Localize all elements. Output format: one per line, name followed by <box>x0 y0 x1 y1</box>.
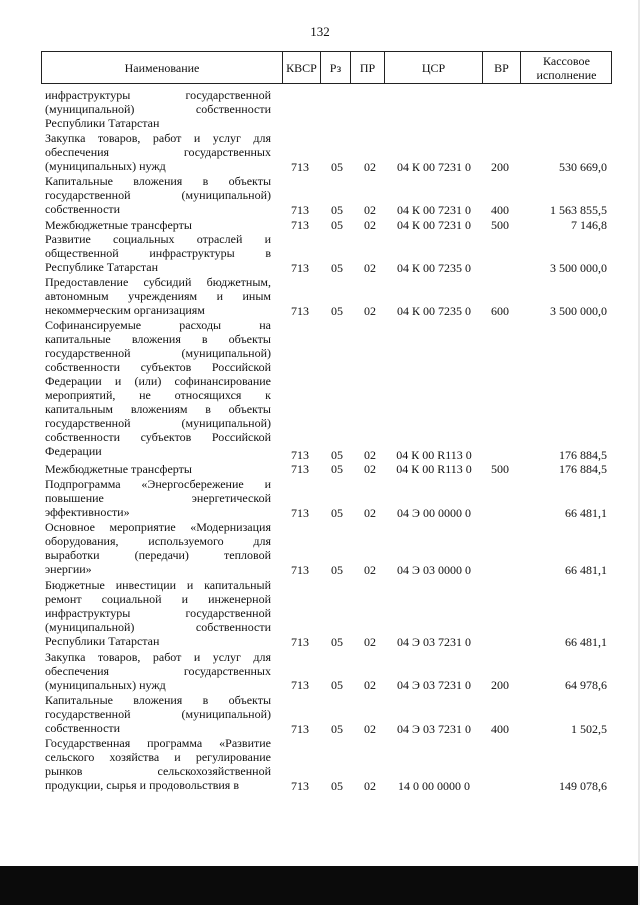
row-name <box>45 520 271 576</box>
table-row <box>0 477 640 520</box>
header-kvsr: КВСР <box>282 52 320 83</box>
header-rz: Рз <box>320 52 350 83</box>
row-name-line: эффективности» <box>45 504 130 519</box>
row-amount: 66 481,1 <box>565 635 607 650</box>
row-name <box>45 318 271 458</box>
row-name-line: Межбюджетные трансферты <box>45 217 192 232</box>
row-vr: 400 <box>491 721 509 736</box>
row-name-line: Предоставление субсидий бюджетным, <box>45 275 271 290</box>
row-name-line: мероприятий, не относящихся к <box>45 388 271 403</box>
row-name <box>45 736 271 792</box>
row-rz: 05 <box>331 779 343 794</box>
row-amount: 66 481,1 <box>565 563 607 578</box>
row-pr: 02 <box>364 217 376 232</box>
row-name-line: повышение энергетической <box>45 490 271 505</box>
page-number: 132 <box>310 24 330 39</box>
row-amount: 176 884,5 <box>559 447 607 462</box>
row-name <box>45 174 271 216</box>
row-csr: 04 К 00 7231 0 <box>396 217 471 232</box>
header-pr: ПР <box>350 52 384 83</box>
header-amount-line2: исполнение <box>536 67 597 82</box>
table-row <box>0 693 640 736</box>
row-rz: 05 <box>331 159 343 174</box>
row-name-line: капитальные вложения в объекты <box>45 332 271 347</box>
row-name-line: оборудования, используемого для <box>45 534 271 548</box>
row-vr: 200 <box>491 678 509 693</box>
row-amount: 64 978,6 <box>565 678 607 693</box>
row-pr: 02 <box>364 447 376 462</box>
row-name-line: инфраструктуры государственной <box>45 605 271 620</box>
row-name-line: общественной инфраструктуры в <box>45 246 271 260</box>
row-name-line: Республики Татарстан <box>45 633 160 648</box>
row-name-line: государственной (муниципальной) <box>45 346 271 361</box>
row-name-line: (муниципальных) нужд <box>45 677 166 692</box>
row-kvsr: 713 <box>291 447 309 462</box>
row-csr: 04 К 00 7235 0 <box>396 260 471 275</box>
row-name-line: государственной (муниципальной) <box>45 188 271 203</box>
row-name-line: выработки (передачи) тепловой <box>45 548 271 562</box>
table-row <box>0 275 640 318</box>
row-kvsr: 713 <box>291 303 309 318</box>
header-vr: ВР <box>482 52 520 83</box>
row-name-line: государственной (муниципальной) <box>45 416 271 431</box>
row-csr: 04 К 00 R113 0 <box>396 462 472 477</box>
row-amount: 176 884,5 <box>559 462 607 477</box>
row-csr: 04 Э 03 7231 0 <box>397 721 471 736</box>
row-name-line: государственной (муниципальной) <box>45 706 271 721</box>
table-row <box>0 88 640 131</box>
row-name <box>45 462 271 476</box>
row-pr: 02 <box>364 635 376 650</box>
row-rz: 05 <box>331 505 343 520</box>
table-row <box>0 520 640 578</box>
header-amount <box>520 52 612 83</box>
row-name-line: сельского хозяйства и регулирование <box>45 750 271 764</box>
table-header <box>41 51 612 84</box>
row-pr: 02 <box>364 462 376 477</box>
row-csr: 04 К 00 7231 0 <box>396 203 471 218</box>
row-kvsr: 713 <box>291 217 309 232</box>
row-name-line: обеспечения государственных <box>45 663 271 678</box>
table-row <box>0 736 640 794</box>
row-name-line: обеспечения государственных <box>45 145 271 160</box>
row-name <box>45 477 271 519</box>
table-row <box>0 318 640 462</box>
row-amount: 3 500 000,0 <box>550 260 607 275</box>
row-name-line: энергии» <box>45 562 92 576</box>
row-rz: 05 <box>331 303 343 318</box>
row-kvsr: 713 <box>291 260 309 275</box>
row-pr: 02 <box>364 505 376 520</box>
table-row <box>0 131 640 174</box>
row-kvsr: 713 <box>291 462 309 477</box>
row-name-line: Федерации <box>45 444 102 459</box>
row-vr: 600 <box>491 303 509 318</box>
row-amount: 1 563 855,5 <box>550 203 607 218</box>
row-kvsr: 713 <box>291 635 309 650</box>
row-name <box>45 131 271 173</box>
row-name-line: рынков сельскохозяйственной <box>45 764 271 778</box>
row-rz: 05 <box>331 447 343 462</box>
row-csr: 04 К 00 R113 0 <box>396 447 472 462</box>
header-name: Наименование <box>124 60 200 75</box>
header-amount-line1: Кассовое <box>543 53 590 68</box>
row-name-line: собственности <box>45 720 121 735</box>
row-name-line: инфраструктуры государственной <box>45 88 271 102</box>
table-row <box>0 578 640 650</box>
row-name-line: Республике Татарстан <box>45 260 159 274</box>
scan-bottom-edge <box>0 866 640 905</box>
row-csr: 04 К 00 7235 0 <box>396 303 471 318</box>
row-name-line: собственности субъектов Российской <box>45 430 271 445</box>
row-pr: 02 <box>364 721 376 736</box>
row-name-line: ремонт социальной и инженерной <box>45 591 271 606</box>
row-rz: 05 <box>331 462 343 477</box>
row-pr: 02 <box>364 303 376 318</box>
row-csr: 04 Э 03 7231 0 <box>397 635 471 650</box>
row-amount: 3 500 000,0 <box>550 303 607 318</box>
row-kvsr: 713 <box>291 779 309 794</box>
row-name-line: Основное мероприятие «Модернизация <box>45 520 271 534</box>
row-csr: 14 0 00 0000 0 <box>398 779 470 794</box>
row-name-line: (муниципальных) нужд <box>45 159 166 174</box>
row-name <box>45 232 271 274</box>
row-csr: 04 Э 00 0000 0 <box>397 505 471 520</box>
row-name-line: Республики Татарстан <box>45 116 160 130</box>
row-kvsr: 713 <box>291 721 309 736</box>
row-vr: 400 <box>491 203 509 218</box>
row-kvsr: 713 <box>291 203 309 218</box>
table-row <box>0 650 640 693</box>
row-pr: 02 <box>364 678 376 693</box>
row-vr: 500 <box>491 217 509 232</box>
row-amount: 149 078,6 <box>559 779 607 794</box>
row-name <box>45 88 271 130</box>
row-name <box>45 693 271 735</box>
row-name-line: Бюджетные инвестиции и капитальный <box>45 577 271 592</box>
row-name-line: некоммерческим организациям <box>45 303 205 318</box>
table-row <box>0 218 640 232</box>
row-rz: 05 <box>331 260 343 275</box>
row-name-line: Подпрограмма «Энергосбережение и <box>45 476 271 491</box>
row-name-line: собственности <box>45 202 121 217</box>
row-kvsr: 713 <box>291 563 309 578</box>
row-name-line: капитальным вложениям в объекты <box>45 402 271 417</box>
row-name-line: Закупка товаров, работ и услуг для <box>45 131 271 146</box>
row-rz: 05 <box>331 563 343 578</box>
row-kvsr: 713 <box>291 159 309 174</box>
row-name-line: Федерации и (или) софинансирование <box>45 374 271 389</box>
row-name-line: продукции, сырья и продовольствия в <box>45 778 239 792</box>
row-name-line: Развитие социальных отраслей и <box>45 232 271 246</box>
row-pr: 02 <box>364 159 376 174</box>
row-name-line: собственности субъектов Российской <box>45 360 271 375</box>
table-row <box>0 462 640 476</box>
row-amount: 530 669,0 <box>559 159 607 174</box>
row-amount: 1 502,5 <box>571 721 607 736</box>
row-kvsr: 713 <box>291 678 309 693</box>
row-name-line: автономным учреждениям и иным <box>45 289 271 304</box>
row-name-line: (муниципальной) собственности <box>45 102 271 116</box>
row-pr: 02 <box>364 260 376 275</box>
row-vr: 500 <box>491 462 509 477</box>
row-name-line: Государственная программа «Развитие <box>45 736 271 750</box>
row-rz: 05 <box>331 635 343 650</box>
row-kvsr: 713 <box>291 505 309 520</box>
row-name-line: Закупка товаров, работ и услуг для <box>45 649 271 664</box>
row-csr: 04 Э 03 0000 0 <box>397 563 471 578</box>
row-name <box>45 275 271 317</box>
row-pr: 02 <box>364 779 376 794</box>
table-row <box>0 232 640 275</box>
row-name <box>45 218 271 232</box>
row-vr: 200 <box>491 159 509 174</box>
row-name <box>45 578 271 648</box>
row-name <box>45 650 271 692</box>
row-csr: 04 Э 03 7231 0 <box>397 678 471 693</box>
row-name-line: (муниципальной) собственности <box>45 619 271 634</box>
row-rz: 05 <box>331 203 343 218</box>
row-name-line: Капитальные вложения в объекты <box>45 692 271 707</box>
row-amount: 7 146,8 <box>571 217 607 232</box>
row-name-line: Капитальные вложения в объекты <box>45 174 271 189</box>
row-pr: 02 <box>364 203 376 218</box>
row-name-line: Софинансируемые расходы на <box>45 318 271 333</box>
row-rz: 05 <box>331 721 343 736</box>
row-csr: 04 К 00 7231 0 <box>396 159 471 174</box>
row-rz: 05 <box>331 678 343 693</box>
row-name-line: Межбюджетные трансферты <box>45 462 192 477</box>
row-pr: 02 <box>364 563 376 578</box>
row-amount: 66 481,1 <box>565 505 607 520</box>
table-row <box>0 174 640 217</box>
row-rz: 05 <box>331 217 343 232</box>
header-csr: ЦСР <box>384 52 482 83</box>
